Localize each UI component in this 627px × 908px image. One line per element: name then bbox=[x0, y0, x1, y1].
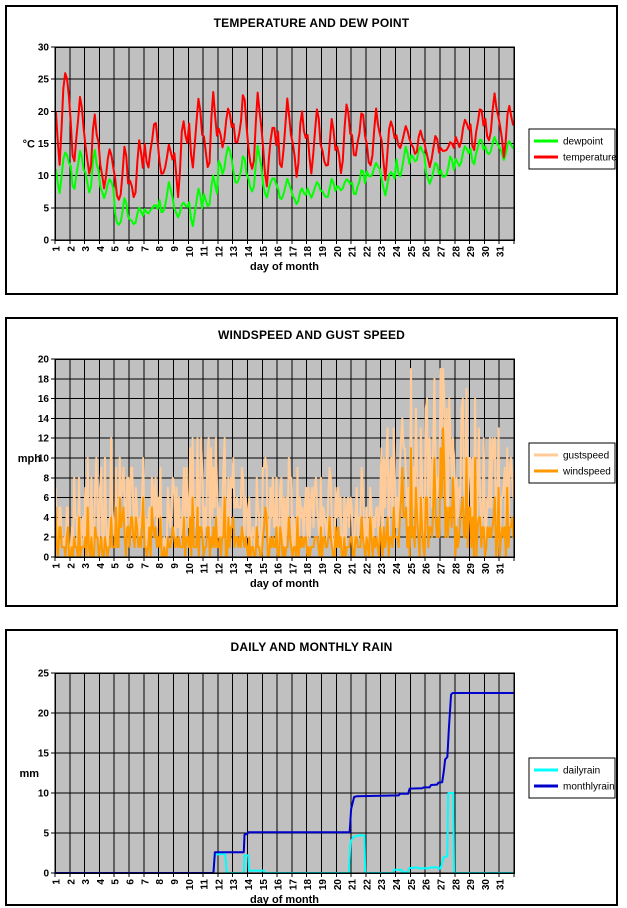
x-tick-label: 28 bbox=[451, 879, 463, 891]
x-tick-label: 6 bbox=[125, 563, 137, 569]
legend bbox=[529, 443, 615, 483]
y-tick-label: 20 bbox=[37, 106, 49, 118]
x-tick-label: 8 bbox=[155, 563, 167, 569]
x-tick-label: 21 bbox=[347, 246, 359, 258]
x-tick-label: 23 bbox=[377, 246, 389, 258]
x-axis-tick-labels bbox=[52, 879, 507, 891]
x-tick-label: 27 bbox=[436, 879, 448, 891]
x-tick-label: 10 bbox=[184, 563, 196, 575]
legend bbox=[529, 129, 617, 169]
x-tick-label: 17 bbox=[288, 563, 300, 575]
x-tick-label: 26 bbox=[421, 246, 433, 258]
plot-area bbox=[55, 673, 514, 873]
y-tick-label: 15 bbox=[37, 139, 49, 150]
y-tick-label: 20 bbox=[37, 354, 49, 366]
y-tick-label: 0 bbox=[43, 235, 49, 247]
x-tick-label: 2 bbox=[66, 563, 78, 569]
x-tick-label: 16 bbox=[273, 246, 285, 258]
x-tick-label: 21 bbox=[347, 563, 359, 575]
x-tick-label: 24 bbox=[392, 879, 403, 891]
x-tick-label: 14 bbox=[244, 879, 255, 891]
y-tick-label: 2 bbox=[43, 532, 49, 544]
x-tick-label: 28 bbox=[451, 563, 463, 575]
x-tick-label: 18 bbox=[303, 879, 315, 891]
x-tick-label: 9 bbox=[170, 879, 181, 885]
x-tick-label: 31 bbox=[495, 246, 507, 258]
x-tick-label: 6 bbox=[125, 246, 137, 252]
x-tick-label: 25 bbox=[406, 563, 418, 575]
x-tick-label: 4 bbox=[95, 246, 107, 252]
x-tick-label: 13 bbox=[229, 246, 241, 258]
x-tick-label: 11 bbox=[199, 246, 211, 257]
x-tick-label: 14 bbox=[244, 246, 255, 258]
y-tick-label: 14 bbox=[37, 413, 49, 425]
x-tick-label: 30 bbox=[480, 246, 492, 258]
x-tick-label: 1 bbox=[51, 563, 63, 569]
x-tick-label: 23 bbox=[377, 563, 389, 575]
legend-label-temperature: temperature bbox=[563, 152, 617, 164]
x-tick-label: 17 bbox=[288, 246, 300, 258]
y-tick-label: 5 bbox=[43, 203, 49, 215]
x-tick-label: 22 bbox=[362, 246, 374, 258]
x-tick-label: 31 bbox=[495, 879, 507, 891]
x-tick-label: 6 bbox=[125, 879, 137, 885]
x-tick-label: 31 bbox=[495, 563, 507, 575]
x-axis-title: day of month bbox=[249, 578, 320, 590]
x-tick-label: 17 bbox=[288, 879, 300, 891]
x-axis-tick-labels bbox=[52, 246, 507, 258]
x-tick-label: 15 bbox=[258, 563, 270, 575]
y-tick-label: 0 bbox=[43, 552, 49, 564]
x-tick-label: 16 bbox=[273, 563, 285, 575]
x-tick-label: 27 bbox=[436, 563, 448, 575]
y-axis-unit-label: °C bbox=[22, 138, 35, 151]
x-tick-label: 29 bbox=[466, 246, 478, 258]
panel-windspeed-gust bbox=[5, 317, 618, 607]
x-tick-label: 1 bbox=[51, 246, 63, 252]
legend-label-dailyrain: dailyrain bbox=[563, 765, 601, 777]
x-tick-label: 13 bbox=[229, 563, 241, 575]
x-tick-label: 24 bbox=[392, 246, 403, 258]
x-tick-label: 9 bbox=[170, 563, 181, 569]
x-tick-label: 2 bbox=[66, 879, 78, 885]
x-tick-label: 5 bbox=[110, 879, 122, 885]
x-axis-title: day of month bbox=[249, 261, 320, 273]
y-tick-label: 10 bbox=[37, 453, 49, 465]
y-tick-label: 15 bbox=[37, 748, 49, 760]
x-tick-label: 12 bbox=[214, 563, 226, 575]
y-tick-label: 10 bbox=[37, 788, 49, 800]
chart-title-temperature-dew-point: TEMPERATURE AND DEW POINT bbox=[213, 16, 410, 30]
x-tick-label: 8 bbox=[155, 246, 167, 252]
legend-label-gustspeed: gustspeed bbox=[563, 450, 610, 462]
x-tick-label: 30 bbox=[480, 879, 492, 891]
chart-title-daily-monthly-rain: DAILY AND MONTHLY RAIN bbox=[230, 640, 393, 654]
panel-daily-monthly-rain bbox=[5, 629, 618, 906]
y-axis-unit-label: mph bbox=[17, 453, 41, 465]
x-tick-label: 7 bbox=[140, 246, 152, 252]
x-tick-label: 7 bbox=[140, 879, 152, 885]
y-tick-label: 25 bbox=[37, 74, 49, 86]
x-tick-label: 29 bbox=[466, 563, 478, 575]
x-tick-label: 20 bbox=[332, 563, 344, 575]
x-tick-label: 4 bbox=[95, 879, 107, 885]
x-tick-label: 28 bbox=[451, 246, 463, 258]
x-tick-label: 18 bbox=[303, 246, 315, 258]
x-tick-label: 26 bbox=[421, 879, 433, 891]
x-tick-label: 21 bbox=[347, 879, 359, 891]
legend-label-monthlyrain: monthlyrain bbox=[563, 781, 615, 793]
y-tick-label: 18 bbox=[37, 374, 49, 386]
legend-label-dewpoint: dewpoint bbox=[563, 136, 604, 148]
y-axis-unit-label: mm bbox=[19, 768, 39, 780]
x-tick-label: 16 bbox=[273, 879, 285, 891]
x-axis-tick-labels bbox=[52, 563, 507, 575]
x-axis-title: day of month bbox=[249, 894, 320, 906]
x-tick-label: 25 bbox=[406, 246, 418, 258]
daily-monthly-rain-chart bbox=[7, 631, 620, 908]
y-axis-tick-labels bbox=[38, 43, 50, 247]
y-tick-label: 5 bbox=[43, 828, 49, 840]
x-tick-label: 22 bbox=[362, 879, 374, 891]
x-tick-label: 3 bbox=[81, 563, 93, 569]
y-tick-label: 12 bbox=[37, 433, 49, 445]
panel-temperature-dew-point bbox=[5, 5, 618, 295]
x-tick-label: 24 bbox=[392, 563, 403, 575]
x-tick-label: 5 bbox=[110, 246, 122, 252]
x-tick-label: 10 bbox=[184, 879, 196, 891]
x-tick-label: 5 bbox=[110, 563, 122, 569]
chart-title-windspeed-gust: WINDSPEED AND GUST SPEED bbox=[217, 328, 406, 342]
y-tick-label: 4 bbox=[43, 512, 49, 524]
x-tick-label: 15 bbox=[258, 879, 270, 891]
y-tick-label: 0 bbox=[43, 868, 49, 880]
y-tick-label: 8 bbox=[43, 473, 49, 485]
y-tick-label: 16 bbox=[37, 394, 49, 406]
y-tick-label: 10 bbox=[37, 171, 49, 183]
x-tick-label: 22 bbox=[362, 563, 374, 575]
temperature-dew-point-chart bbox=[7, 7, 620, 297]
x-tick-label: 9 bbox=[170, 246, 181, 252]
y-tick-label: 20 bbox=[37, 708, 49, 720]
x-tick-label: 12 bbox=[214, 879, 226, 891]
windspeed-gust-chart bbox=[7, 319, 620, 609]
y-tick-label: 25 bbox=[37, 668, 49, 680]
x-tick-label: 13 bbox=[229, 879, 241, 891]
legend-label-windspeed: windspeed bbox=[563, 466, 611, 478]
x-tick-label: 19 bbox=[318, 563, 329, 575]
x-tick-label: 2 bbox=[66, 246, 78, 252]
x-tick-label: 14 bbox=[244, 563, 255, 575]
x-tick-label: 10 bbox=[184, 246, 196, 258]
x-tick-label: 11 bbox=[199, 563, 211, 574]
x-tick-label: 18 bbox=[303, 563, 315, 575]
x-tick-label: 26 bbox=[421, 563, 433, 575]
x-tick-label: 29 bbox=[466, 879, 478, 891]
y-tick-label: 30 bbox=[37, 42, 49, 54]
x-tick-label: 27 bbox=[436, 246, 448, 258]
x-tick-label: 30 bbox=[480, 563, 492, 575]
x-tick-label: 25 bbox=[406, 879, 418, 891]
x-tick-label: 3 bbox=[81, 879, 93, 885]
x-tick-label: 12 bbox=[214, 246, 226, 258]
x-tick-label: 19 bbox=[318, 879, 329, 891]
legend bbox=[529, 758, 615, 798]
x-tick-label: 7 bbox=[140, 563, 152, 569]
x-tick-label: 3 bbox=[81, 246, 93, 252]
y-axis-tick-labels bbox=[38, 669, 50, 880]
x-tick-label: 11 bbox=[199, 879, 211, 890]
x-tick-label: 23 bbox=[377, 879, 389, 891]
x-tick-label: 4 bbox=[95, 563, 107, 569]
x-tick-label: 1 bbox=[51, 879, 63, 885]
x-tick-label: 20 bbox=[332, 246, 344, 258]
x-tick-label: 15 bbox=[258, 246, 270, 258]
x-tick-label: 19 bbox=[318, 246, 329, 258]
x-tick-label: 20 bbox=[332, 879, 344, 891]
y-tick-label: 6 bbox=[43, 493, 49, 505]
x-tick-label: 8 bbox=[155, 879, 167, 885]
